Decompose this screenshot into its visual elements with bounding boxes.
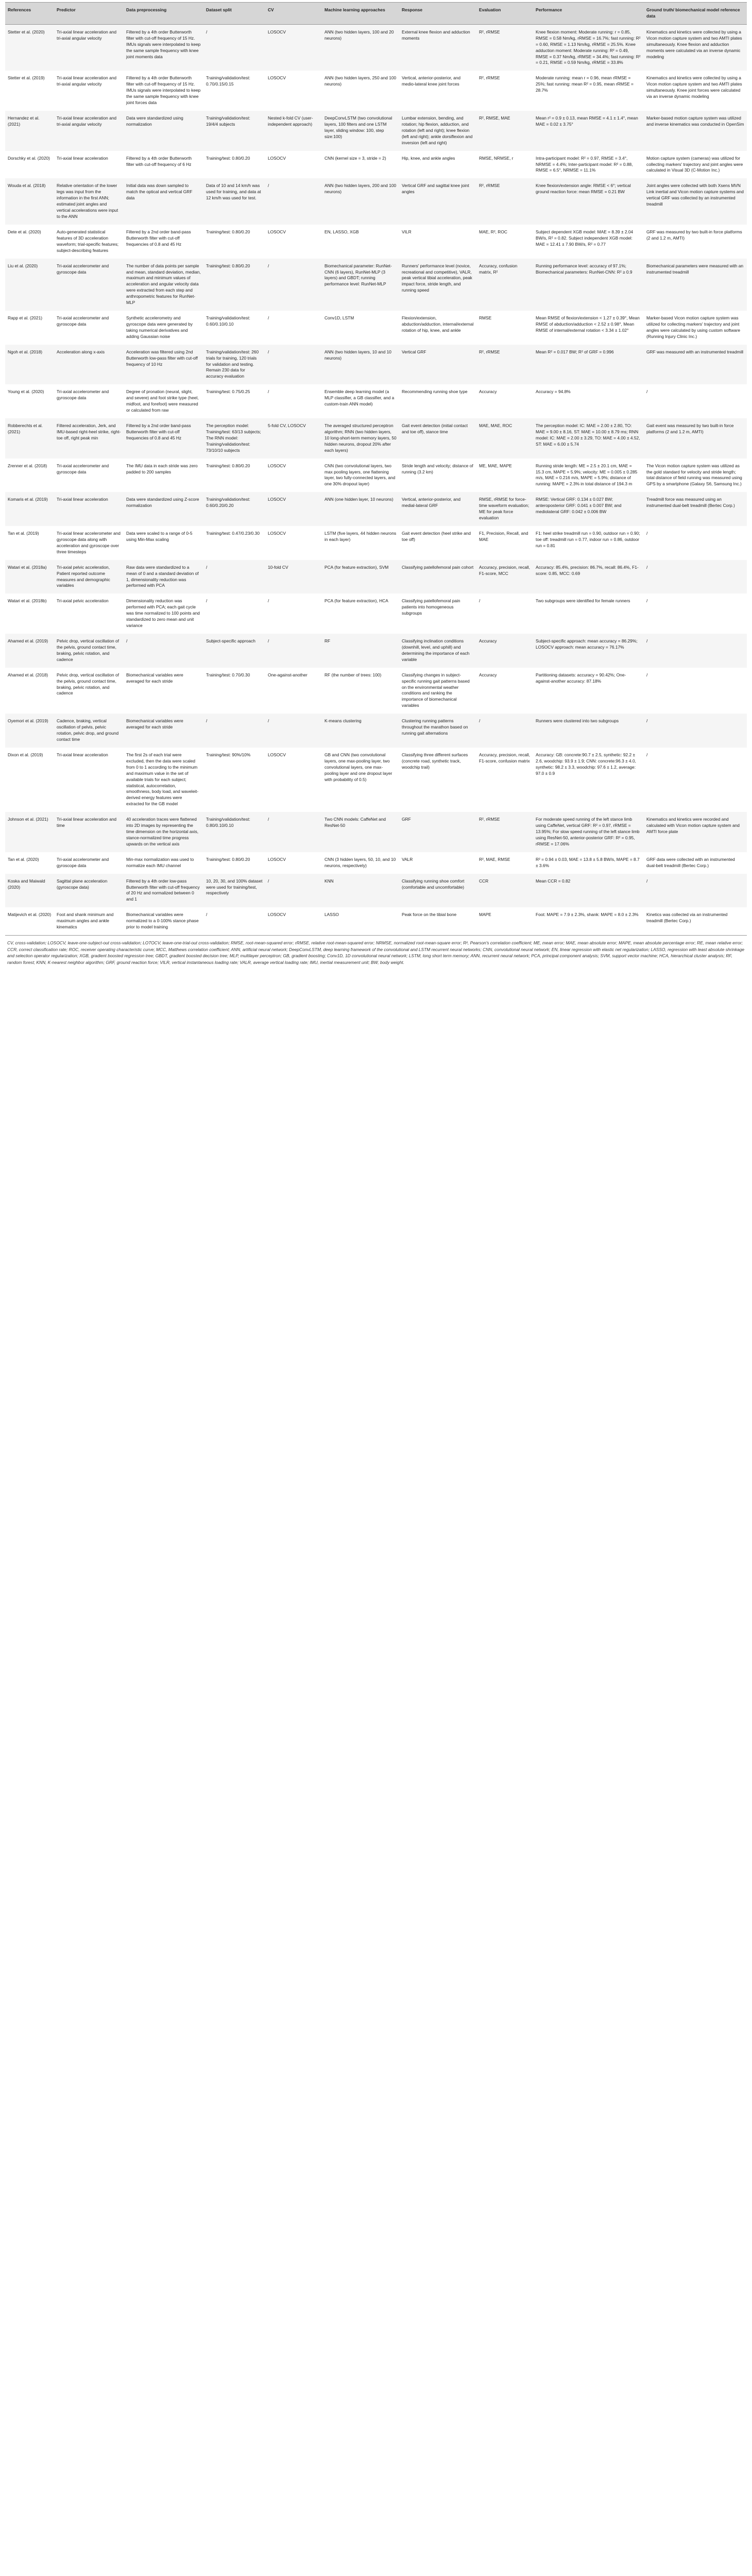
cell-data-preprocessing: The first 2s of each trial were excluded, then the data were scaled from 0 to 1 according to the minimum and maximum value in the set of available trials for each subject; statistical, autocorrelation, smoothness, body load, and waveleit-derived energy features were extracted for the GB model <box>124 748 203 812</box>
cell-performance: Intra-participant model: R² = 0.97, RMSE = 3.4°, NRMSE = 4.4%; Inter-participant model: R² = 0.88, RMSE = 6.5°, NRMSE = 11.1% <box>533 151 644 179</box>
table-row <box>5 384 747 418</box>
cell-response: VILR <box>399 225 476 259</box>
table-row <box>5 634 747 668</box>
cell-performance: Knee flexion/extension angle: RMSE < 6°; vertical ground reaction force: mean RMSE = 0.21 BW <box>533 178 644 225</box>
cell-response: Gait event detection (heel strike and toe off) <box>399 526 476 560</box>
cell-response: Classifying changes in subject-specific running gait patterns based on the environmental weather conditions and ranking the importance of biomechanical variables <box>399 668 476 714</box>
cell-performance: Mean CCR = 0.82 <box>533 874 644 908</box>
cell-ml-approaches: GB and CNN (two convolutional layers, one max-pooling layer, two convolutional layers, one max-pooling layer and one dropout layer with probability of 0.5) <box>322 748 399 812</box>
cell-ml-approaches: LSTM (five layers, 44 hidden neurons in each layer) <box>322 526 399 560</box>
col-header-dataset-split: Dataset split <box>203 3 265 25</box>
cell-evaluation: R², rRMSE <box>476 24 533 71</box>
cell-evaluation: Accuracy <box>476 668 533 714</box>
cell-ground-truth: Kinematics and kinetics were collected by using a Vicon motion capture system and two AMTI plates simultaneously. Knee joint forces were calculated via an inverse dynamic modeling <box>644 71 747 111</box>
cell-ground-truth: Gait event was measured by two built-in force platforms (2 and 1.2 m, AMTI) <box>644 418 747 459</box>
cell-performance: The perception model: IC: MAE = 2.00 ± 2.80, TO: MAE = 9.00 ± 8.16, ST: MAE = 10.00 ± 8.79 ms; RNN model: IC: MAE = 2.00 ± 3.29, TO: MAE = 4.00 ± 4.52, ST: MAE = 6.00 ± 5.74 <box>533 418 644 459</box>
cell-predictor: Cadence, braking, vertical oscillation of pelvis, pelvic rotation, pelvic drop, and ground contact time <box>54 714 124 748</box>
cell-references: Tan et al. (2020) <box>5 852 54 874</box>
cell-evaluation: R², rRMSE <box>476 178 533 225</box>
cell-references: Oyemori et al. (2019) <box>5 714 54 748</box>
cell-performance: Partitioning datasets: accuracy = 90.42%; One-against-another accuracy: 87.18% <box>533 668 644 714</box>
cell-dataset-split: / <box>203 24 265 71</box>
cell-dataset-split: Training/validation/test: 0.70/0.15/0.15 <box>203 71 265 111</box>
cell-dataset-split: Training/test: 0.80/0.20 <box>203 459 265 493</box>
cell-predictor: Foot and shank minimum and maximum angles and ankle kinematics <box>54 907 124 935</box>
cell-references: Dixon et al. (2019) <box>5 748 54 812</box>
cell-evaluation: CCR <box>476 874 533 908</box>
table-row <box>5 526 747 560</box>
cell-evaluation: RMSE <box>476 311 533 345</box>
cell-ground-truth: GRF was measured by two built-in force platforms (2 and 1.2 m, AMTI) <box>644 225 747 259</box>
cell-ground-truth: GRF data were collected with an instrumented dual-belt treadmill (Bertec Corp.) <box>644 852 747 874</box>
cell-data-preprocessing: The number of data points per sample and mean, standard deviation, median, maximum and minimum values of acceleration and angular velocity data were extracted from each step and anthropometric features for RunNet-MLP <box>124 259 203 311</box>
cell-cv: LOSOCV <box>265 151 322 179</box>
cell-data-preprocessing: The IMU data in each stride was zero padded to 200 samples <box>124 459 203 493</box>
col-header-ml-approaches: Machine learning approaches <box>322 3 399 25</box>
cell-performance: F1: heel strike treadmill run = 0.90, outdoor run = 0.90; toe off: treadmill run = 0.77, indoor run = 0.86, outdoor run = 0.81 <box>533 526 644 560</box>
cell-ml-approaches: The averaged structured perceptron algorithm; RNN (two hidden layers, 10 long-short-term memory layers, 50 hidden neurons, dropout 20% after each layers) <box>322 418 399 459</box>
cell-response: Vertical, anterior-posterior, and medio-lateral knee joint forces <box>399 71 476 111</box>
cell-references: Liu et al. (2020) <box>5 259 54 311</box>
table-footnote: CV, cross-validation; LOSOCV, leave-one-subject-out cross-validation; LOTOCV, leave-one-trial-out cross-validation; RMSE, root-mean-squared error; rRMSE, relative root-mean-squared error; NRMSE, normalized root-mean-square error; R², Pearson's correlation coefficient; ME, mean error; MAE, mean absolute error; MAPE, mean absolute percentage error; RE, mean relative error; CCR, correct classification rate; ROC, receiver operating characteristic curve; MCC, Matthews correlation coefficient; ANN, artificial neural network; DeepConvLSTM, deep learning framework of the convolutional and LSTM recurrent neural networks; CNN, convolutional neural network; EN, linear regression with elastic net regularization; LASSO, regression with least absolute shrinkage and selection operator regularization; XGB, gradient boosted regression tree; GBDT, gradient boosted decision tree; MLP, multilayer perceptron; GB, gradient boosting; Conv1D, 1D convolutional neural network; LSTM, long short term memory; ANN, recurrent neural network; PCA, principal component analysis; SVM, support vector machine; HCA, hierarchical cluster analysis; RF, random forest; KNN, K-nearest neighbor algorithm; GRF, ground reaction force; VILR, vertical instantaneous loading rate; VALR, average vertical loading rate; IMU, inertial measurement unit; BW, body weight. <box>7 940 745 965</box>
cell-data-preprocessing: Filtered by a 4th order Butterworth filter with cut-off frequency of 15 Hz. IMUs signals were interpolated to keep the same sample frequency with knee joint forces data <box>124 71 203 111</box>
cell-references: Watari et al. (2018a) <box>5 560 54 594</box>
cell-cv: Nested k-fold CV (user-independent approach) <box>265 111 322 151</box>
cell-references: Robberechts et al. (2021) <box>5 418 54 459</box>
cell-response: Classifying patellofemoral pain cohort <box>399 560 476 594</box>
cell-dataset-split: Training/validation/test: 19/4/4 subjects <box>203 111 265 151</box>
cell-predictor: Tri-axial linear acceleration and time <box>54 812 124 852</box>
cell-response: Classifying running shoe comfort (comfortable and uncomfortable) <box>399 874 476 908</box>
cell-ml-approaches: Ensemble deep learning model (a MLP classifier, a GB classifier, and a custom-train ANN model) <box>322 384 399 418</box>
cell-predictor: Auto-generated statistical features of 3D acceleration waveform; trial-specific features; subject-describing features <box>54 225 124 259</box>
cell-predictor: Pelvic drop, vertical oscillation of the pelvis, ground contact time, braking, pelvic rotation, and cadence <box>54 634 124 668</box>
cell-predictor: Tri-axial linear acceleration and tri-axial angular velocity <box>54 111 124 151</box>
cell-performance: RMSE: Vertical GRF: 0.134 ± 0.027 BW; anteroposterior GRF: 0.041 ± 0.007 BW; and mediolateral GRF: 0.042 ± 0.006 BW <box>533 492 644 526</box>
table-row <box>5 492 747 526</box>
cell-dataset-split: The perception model: Training/test: 63/13 subjects; The RNN model: Training/validation/test: 73/10/10 subjects <box>203 418 265 459</box>
cell-performance: Runners were clustered into two subgroups <box>533 714 644 748</box>
cell-evaluation: MAE, MAE, ROC <box>476 418 533 459</box>
cell-ground-truth: Kinetics was collected via an instrumented treadmill (Bertec Corp.) <box>644 907 747 935</box>
cell-evaluation: MAE, R², ROC <box>476 225 533 259</box>
cell-ml-approaches: EN, LASSO, XGB <box>322 225 399 259</box>
cell-data-preprocessing: Biomechanical variables were normalized to a 0-100% stance phase prior to model training <box>124 907 203 935</box>
cell-ml-approaches: RF (the number of trees: 100) <box>322 668 399 714</box>
cell-references: Hernandez et al. (2021) <box>5 111 54 151</box>
cell-data-preprocessing: Filtered by a 4th order Butterworth filter with cut-off frequency of 15 Hz. IMUs signals were interpolated to keep the same sample frequency with knee joint moments data <box>124 24 203 71</box>
cell-cv: LOSOCV <box>265 71 322 111</box>
table-row <box>5 748 747 812</box>
cell-predictor: Tri-axial linear accelerometer and gyroscope data along with acceleration and gyroscope over three timesteps <box>54 526 124 560</box>
header-row <box>5 3 747 25</box>
cell-references: Ahamed et al. (2018) <box>5 668 54 714</box>
cell-ground-truth: Treadmill force was measured using an instrumented dual-belt treadmill (Bertec Corp.) <box>644 492 747 526</box>
cell-references: Dete et al. (2020) <box>5 225 54 259</box>
cell-data-preprocessing: Filtered by a 4th order low-pass Butterworth filter with cut-off frequency of 20 Hz and normalized between 0 and 1 <box>124 874 203 908</box>
cell-ml-approaches: LASSO <box>322 907 399 935</box>
cell-performance: Accuracy: GB: concrete:90.7 ± 2.5, synthetic: 92.2 ± 2.6, woodchip: 93.9 ± 1.9; CNN: concrete:96.3 ± 4.0, synthetic: 98.2 ± 3.3, woodchip: 97.6 ± 1.2, average: 97.0 ± 0.9 <box>533 748 644 812</box>
ml-running-studies-table <box>5 2 747 936</box>
cell-dataset-split: Training/test: 0.80/0.20 <box>203 225 265 259</box>
table-row <box>5 852 747 874</box>
cell-ground-truth: The Vicon motion capture system was utilized as the gold standard for velocity and stride length; total distance of field running was measured using GPS by a smartphone (Galaxy S6, Samsung Inc.) <box>644 459 747 493</box>
table-row <box>5 907 747 935</box>
cell-predictor: Sagittal plane acceleration (gyroscope data) <box>54 874 124 908</box>
cell-response: Gait event detection (initial contact and toe off), stance time <box>399 418 476 459</box>
cell-ground-truth: / <box>644 714 747 748</box>
cell-cv: One-against-another <box>265 668 322 714</box>
cell-data-preprocessing: Biomechanical variables were averaged for each stride <box>124 714 203 748</box>
cell-evaluation: RMSE, rRMSE for force-time waveform evaluation; ME for peak force evaluation <box>476 492 533 526</box>
table-row <box>5 459 747 493</box>
cell-response: Classifying inclination conditions (downhill, level, and uphill) and determining the importance of each variable <box>399 634 476 668</box>
col-header-predictor: Predictor <box>54 3 124 25</box>
cell-predictor: Relative orientation of the lower legs was input from the information in the first ANN; estimated joint angles and vertical accelerations were input to the ANN <box>54 178 124 225</box>
cell-predictor: Acceleration along x-axis <box>54 345 124 385</box>
cell-response: Vertical, anterior-posterior, and medial-lateral GRF <box>399 492 476 526</box>
cell-performance: R² = 0.94 ± 0.03, MAE = 13.8 ± 5.8 BW/s, MAPE = 8.7 ± 3.6% <box>533 852 644 874</box>
cell-data-preprocessing: 40 acceleration traces were flattened into 2D images by representing the time dimension on the horizontal axis, stance-normalized time progress upwards on the vertical axis <box>124 812 203 852</box>
cell-predictor: Pelvic drop, vertical oscillation of the pelvis, ground contact time, braking, pelvic rotation, and cadence <box>54 668 124 714</box>
cell-cv: LOSOCV <box>265 492 322 526</box>
cell-evaluation: ME, MAE, MAPE <box>476 459 533 493</box>
cell-ml-approaches: ANN (two hidden layers, 100 and 20 neurons) <box>322 24 399 71</box>
col-header-references: References <box>5 3 54 25</box>
table-row <box>5 24 747 71</box>
col-header-ground-truth: Ground truth/ biomechanical model reference data <box>644 3 747 25</box>
cell-dataset-split: Training/test: 90%/10% <box>203 748 265 812</box>
table-row <box>5 594 747 634</box>
table-row <box>5 311 747 345</box>
cell-data-preprocessing: Filtered by a 4th order Butterworth filter with cut-off frequency of 6 Hz <box>124 151 203 179</box>
cell-performance: For moderate speed running of the left stance limb using CaffeNet, vertical GRF: R² = 0.97, rRMSE = 13.95%; For slow speed running of the left stance limb using ResNet-50, anterior-posterior GRF: R² = 0.95, rRMSE = 17.06% <box>533 812 644 852</box>
cell-evaluation: Accuracy <box>476 384 533 418</box>
cell-dataset-split: Training/test: 0.80/0.20 <box>203 852 265 874</box>
cell-cv: LOSOCV <box>265 907 322 935</box>
cell-ground-truth: / <box>644 874 747 908</box>
cell-data-preprocessing: Synthetic accelerometry and gyroscope data were generated by taking numerical derivatives and adding Gaussian noise <box>124 311 203 345</box>
cell-ground-truth: / <box>644 594 747 634</box>
cell-predictor: Tri-axial linear acceleration <box>54 151 124 179</box>
cell-dataset-split: Training/validation/test: 0.80/0.10/0.10 <box>203 812 265 852</box>
cell-references: Young et al. (2020) <box>5 384 54 418</box>
cell-response: VALR <box>399 852 476 874</box>
cell-dataset-split: / <box>203 714 265 748</box>
table-row <box>5 418 747 459</box>
table-row <box>5 178 747 225</box>
cell-response: Classifying patellofemoral pain patients into homogeneous subgroups <box>399 594 476 634</box>
cell-performance: Moderate running: mean r = 0.96, mean rRMSE = 25%; fast running: mean R² = 0.95, mean rRMSE = 28.7% <box>533 71 644 111</box>
cell-references: Watari et al. (2018b) <box>5 594 54 634</box>
cell-cv: LOSOCV <box>265 852 322 874</box>
cell-response: External knee flexion and adduction moments <box>399 24 476 71</box>
cell-performance: Running stride length: ME = 2.5 ± 20.1 cm, MAE = 15.3 cm, MAPE = 5.9%; velocity: ME = 0.005 ± 0.285 m/s, MAE = 0.216 m/s, MAPE = 5.9%; distance of running: MAPE = 2.3% in total distance of 194.3 m <box>533 459 644 493</box>
cell-references: Stetter et al. (2020) <box>5 24 54 71</box>
cell-dataset-split: Training/test: 0.47/0.23/0.30 <box>203 526 265 560</box>
cell-response: GRF <box>399 812 476 852</box>
cell-ml-approaches: CNN (kernel size = 3, stride = 2) <box>322 151 399 179</box>
cell-evaluation: R², rRMSE <box>476 812 533 852</box>
cell-ground-truth: Biomechanical parameters were measured with an instrumented treadmill <box>644 259 747 311</box>
cell-data-preprocessing: Initial data was down sampled to match the optical and vertical GRF data <box>124 178 203 225</box>
cell-references: Ngoh et al. (2018) <box>5 345 54 385</box>
cell-cv: / <box>265 594 322 634</box>
cell-ml-approaches: RF <box>322 634 399 668</box>
cell-evaluation: R², MAE, RMSE <box>476 852 533 874</box>
cell-evaluation: F1, Precision, Recall, and MAE <box>476 526 533 560</box>
cell-ml-approaches: ANN (two hidden layers, 10 and 10 neurons) <box>322 345 399 385</box>
cell-dataset-split: Training/test: 0.70/0.30 <box>203 668 265 714</box>
cell-ml-approaches: KNN <box>322 874 399 908</box>
cell-cv: LOSOCV <box>265 225 322 259</box>
cell-performance: Foot: MAPE = 7.9 ± 2.3%, shank: MAPE = 8.0 ± 2.3% <box>533 907 644 935</box>
table-page <box>5 0 747 972</box>
cell-performance: Mean RMSE of flexion/extension < 1.27 ± 0.39°, Mean RMSE of abduction/adduction < 2.52 ± 0.98°, Mean RMSE of internal/external rotation < 3.34 ± 1.02° <box>533 311 644 345</box>
cell-evaluation: Accuracy, confusion matrix, R² <box>476 259 533 311</box>
cell-ground-truth: / <box>644 668 747 714</box>
cell-response: Runners' performance level (novice, recreational and competitive), VALR, peak vertical tibial acceleration, peak impact force, stride length, and running speed <box>399 259 476 311</box>
cell-predictor: Tri-axial linear acceleration <box>54 492 124 526</box>
cell-evaluation: / <box>476 714 533 748</box>
cell-dataset-split: / <box>203 594 265 634</box>
cell-cv: / <box>265 874 322 908</box>
cell-response: Vertical GRF <box>399 345 476 385</box>
cell-ml-approaches: Two CNN models: CaffeNet and ResNet-50 <box>322 812 399 852</box>
cell-evaluation: R², rRMSE <box>476 71 533 111</box>
table-body <box>5 24 747 935</box>
cell-dataset-split: / <box>203 560 265 594</box>
cell-references: Koska and Maiwald (2020) <box>5 874 54 908</box>
cell-cv: LOSOCV <box>265 24 322 71</box>
cell-cv: / <box>265 259 322 311</box>
cell-data-preprocessing: Filtered by a 2nd order band-pass Butterworth filter with cut-off frequencies of 0.8 and 45 Hz <box>124 225 203 259</box>
cell-references: Matijevich et al. (2020) <box>5 907 54 935</box>
cell-dataset-split: Training/validation/test: 260 trials for training, 120 trials for validation and testing. Remain 230 data for accuracy evaluation <box>203 345 265 385</box>
col-header-response: Response <box>399 3 476 25</box>
cell-response: Clustering running patterns throughout the marathon based on running gait alternations <box>399 714 476 748</box>
table-row <box>5 812 747 852</box>
cell-cv: / <box>265 345 322 385</box>
cell-data-preprocessing: Data were scaled to a range of 0-5 using Min-Max scaling <box>124 526 203 560</box>
table-row <box>5 560 747 594</box>
cell-ml-approaches: Conv1D, LSTM <box>322 311 399 345</box>
col-header-evaluation: Evaluation <box>476 3 533 25</box>
cell-references: Wouda et al. (2018) <box>5 178 54 225</box>
cell-ground-truth: GRF was measured with an instrumented treadmill <box>644 345 747 385</box>
cell-ml-approaches: ANN (two hidden layers, 200 and 100 neurons) <box>322 178 399 225</box>
cell-data-preprocessing: / <box>124 634 203 668</box>
col-header-cv: CV <box>265 3 322 25</box>
cell-predictor: Tri-axial pelvic acceleration <box>54 594 124 634</box>
cell-predictor: Tri-axial accelerometer and gyroscope data <box>54 311 124 345</box>
table-row <box>5 151 747 179</box>
cell-cv: LOSOCV <box>265 459 322 493</box>
cell-data-preprocessing: Acceleration was filtered using 2nd Butterworth low-pass filter with cut-off frequency of 10 Hz <box>124 345 203 385</box>
cell-predictor: Tri-axial linear acceleration and tri-axial angular velocity <box>54 24 124 71</box>
cell-ml-approaches: K-means clustering <box>322 714 399 748</box>
cell-data-preprocessing: Dimensionality reduction was performed with PCA; each gait cycle was time normalized to 100 points and standardized to zero mean and unit variance <box>124 594 203 634</box>
cell-cv: LOSOCV <box>265 748 322 812</box>
cell-evaluation: R², RMSE, MAE <box>476 111 533 151</box>
cell-cv: 10-fold CV <box>265 560 322 594</box>
cell-ground-truth: Joint angles were collected with both Xsens MVN Link inertial and Vicon motion capture systems and vertical GRF was collected by an instrumented treadmill <box>644 178 747 225</box>
cell-performance: Mean r² = 0.9 ± 0.13, mean RMSE = 4.1 ± 1.4°, mean MAE = 0.02 ± 3.75° <box>533 111 644 151</box>
cell-predictor: Tri-axial pelvic acceleration, Patient reported outcome measures and demographic variables <box>54 560 124 594</box>
cell-performance: Knee flexion moment: Moderate running: r = 0.85, RMSE = 0.58 Nm/kg, rRMSE = 16.7%; fast running: R² = 0.60, RMSE = 1.13 Nm/kg, rRMSE = 25.5%. Knee adduction moment: Moderate running: R² = 0.49, RMSE = 0.37 Nm/kg, rRMSE = 34.4%; fast running: R² = 0.21, RMSE = 0.59 Nm/kg, rRMSE = 33.8% <box>533 24 644 71</box>
table-row <box>5 345 747 385</box>
cell-performance: Two subgroups were identified for female runners <box>533 594 644 634</box>
cell-ml-approaches: ANN (one hidden layer, 10 neurons) <box>322 492 399 526</box>
cell-dataset-split: Data of 10 and 14 km/h was used for training, and data at 12 km/h was used for test. <box>203 178 265 225</box>
cell-ml-approaches: Biomechanical parameter: RunNet-CNN (6 layers), RunNet-MLP (3 layers) and GBDT; running performance level: RunNet-MLP <box>322 259 399 311</box>
cell-predictor: Tri-axial linear acceleration <box>54 748 124 812</box>
cell-data-preprocessing: Biomechanical variables were averaged for each stride <box>124 668 203 714</box>
cell-predictor: Tri-axial accelerometer and gyroscope data <box>54 384 124 418</box>
cell-dataset-split: Training/test: 0.75/0.25 <box>203 384 265 418</box>
cell-data-preprocessing: Filtered by a 2nd order band-pass Butterworth filter with cut-off frequencies of 0.8 and 45 Hz <box>124 418 203 459</box>
cell-ground-truth: / <box>644 748 747 812</box>
cell-performance: Accuracy = 94.8% <box>533 384 644 418</box>
cell-ground-truth: Motion capture system (cameras) was utilized for collecting markers' trajectory and joint angles were calculated in Visual 3D (C-Motion Inc.) <box>644 151 747 179</box>
cell-predictor: Filtered acceleration, Jerk, and IMU-based right-heel strike, right-toe off, right peak min <box>54 418 124 459</box>
cell-data-preprocessing: Data were standardized using normalization <box>124 111 203 151</box>
cell-performance: Mean R² = 0.017 BW; R² of GRF = 0.996 <box>533 345 644 385</box>
cell-evaluation: Accuracy <box>476 634 533 668</box>
cell-performance: Running performance level: accuracy of 97.1%; Biomechanical parameters: RunNet-CNN: R² ≥ 0.9 <box>533 259 644 311</box>
cell-references: Zrenner et al. (2018) <box>5 459 54 493</box>
cell-data-preprocessing: Min-max normalization was used to normalize each IMU channel <box>124 852 203 874</box>
cell-references: Komaris et al. (2019) <box>5 492 54 526</box>
cell-ml-approaches: ANN (two hidden layers, 250 and 100 neurons) <box>322 71 399 111</box>
cell-references: Tan et al. (2019) <box>5 526 54 560</box>
cell-cv: / <box>265 178 322 225</box>
cell-ml-approaches: PCA (for feature extraction), HCA <box>322 594 399 634</box>
cell-references: Stetter et al. (2019) <box>5 71 54 111</box>
cell-references: Rapp et al. (2021) <box>5 311 54 345</box>
cell-performance: Accuracy: 85.4%, precision: 86.7%, recall: 86.4%, F1-score: 0.85, MCC: 0.69 <box>533 560 644 594</box>
cell-ml-approaches: CNN (two convolutional layers, two max pooling layers, one flattening layer, two fully-connected layers, and one 30% dropout layer) <box>322 459 399 493</box>
cell-cv: / <box>265 311 322 345</box>
cell-cv: LOSOCV <box>265 526 322 560</box>
table-row <box>5 668 747 714</box>
cell-predictor: Tri-axial accelerometer and gyroscope data <box>54 852 124 874</box>
cell-evaluation: MAPE <box>476 907 533 935</box>
cell-data-preprocessing: Raw data were standardized to a mean of 0 and a standard deviation of 1, dimensionality reduction was performed with PCA <box>124 560 203 594</box>
cell-response: Recommending running shoe type <box>399 384 476 418</box>
cell-ground-truth: Kinematics and kinetics were collected by using a Vicon motion capture system and two AMTI plates simultaneously. Knee flexion and adduction moments were calculated via an inverse dynamic modeling <box>644 24 747 71</box>
cell-response: Lumbar extension, bending, and rotation; hip flexion, adduction, and rotation (left and right); knee flexion (left and right); ankle dorsiflexion and inversion (left and right) <box>399 111 476 151</box>
cell-data-preprocessing: Data were standardized using Z-score normalization <box>124 492 203 526</box>
cell-performance: Subject dependent XGB model: MAE = 8.39 ± 2.04 BW/s, R² = 0.82. Subject independent XGB model: MAE = 12.41 ± 7.90 BW/s, R² = 0.77 <box>533 225 644 259</box>
cell-ground-truth: Marker-based Vicon motion capture system was utilized for collecting markers' trajectory and joint angles were calculated by using custom software (Running Injury Clinic Inc.) <box>644 311 747 345</box>
cell-predictor: Tri-axial accelerometer and gyroscope data <box>54 459 124 493</box>
table-row <box>5 259 747 311</box>
cell-dataset-split: Training/validation/test: 0.60/0.20/0.20 <box>203 492 265 526</box>
cell-cv: / <box>265 384 322 418</box>
cell-ground-truth: Marker-based motion capture system was utilized and inverse kinematics was conducted in OpenSim <box>644 111 747 151</box>
cell-data-preprocessing: Degree of pronation (neural, slight, and severe) and foot strike type (heel, midfoot, and forefoot) were measured or calculated from raw <box>124 384 203 418</box>
cell-dataset-split: Training/test: 0.80/0.20 <box>203 259 265 311</box>
col-header-performance: Performance <box>533 3 644 25</box>
cell-dataset-split: Training/test: 0.80/0.20 <box>203 151 265 179</box>
cell-performance: Subject-specific approach: mean accuracy = 86.29%; LOSOCV approach: mean accuracy = 76.17% <box>533 634 644 668</box>
cell-dataset-split: Subject-specific approach <box>203 634 265 668</box>
cell-predictor: Tri-axial linear acceleration and tri-axial angular velocity <box>54 71 124 111</box>
cell-response: Stride length and velocity; distance of running (3.2 km) <box>399 459 476 493</box>
cell-cv: / <box>265 714 322 748</box>
cell-response: Classifying three different surfaces (concrete road, synthetic track, woodchip trail) <box>399 748 476 812</box>
cell-cv: 5-fold CV, LOSOCV <box>265 418 322 459</box>
table-row <box>5 111 747 151</box>
table-row <box>5 71 747 111</box>
cell-ground-truth: Kinematics and kinetics were recorded and calculated with Vicon motion capture system and AMTI force plate <box>644 812 747 852</box>
cell-dataset-split: Training/validation/test: 0.60/0.10/0.10 <box>203 311 265 345</box>
cell-references: Ahamed et al. (2019) <box>5 634 54 668</box>
cell-references: Johnson et al. (2021) <box>5 812 54 852</box>
cell-ml-approaches: DeepConvLSTM (two convolutional layers, 100 filters and one LSTM layer, sliding window: 100, step size:100) <box>322 111 399 151</box>
table-row <box>5 874 747 908</box>
cell-response: Vertical GRF and sagittal knee joint angles <box>399 178 476 225</box>
col-header-data-preprocessing: Data preprocessing <box>124 3 203 25</box>
cell-ml-approaches: PCA (for feature extraction), SVM <box>322 560 399 594</box>
cell-ground-truth: / <box>644 384 747 418</box>
cell-dataset-split: 10, 20, 30, and 100% dataset were used for training/test, respectively <box>203 874 265 908</box>
cell-evaluation: R², rRMSE <box>476 345 533 385</box>
cell-evaluation: Accuracy, precision, recall, F1-score, MCC <box>476 560 533 594</box>
cell-response: Peak force on the tibial bone <box>399 907 476 935</box>
cell-response: Hip, knee, and ankle angles <box>399 151 476 179</box>
cell-evaluation: RMSE, NRMSE, r <box>476 151 533 179</box>
cell-evaluation: Accuracy, precision, recall, F1-score, confusion matrix <box>476 748 533 812</box>
cell-ground-truth: / <box>644 526 747 560</box>
cell-evaluation: / <box>476 594 533 634</box>
cell-ground-truth: / <box>644 634 747 668</box>
cell-response: Flexion/extension, abduction/adduction, internal/external rotation of hip, knee, and ankle <box>399 311 476 345</box>
cell-cv: / <box>265 634 322 668</box>
cell-ground-truth: / <box>644 560 747 594</box>
cell-references: Dorschky et al. (2020) <box>5 151 54 179</box>
cell-cv: / <box>265 812 322 852</box>
cell-dataset-split: / <box>203 907 265 935</box>
table-row <box>5 225 747 259</box>
table-row <box>5 714 747 748</box>
cell-predictor: Tri-axial accelerometer and gyroscope data <box>54 259 124 311</box>
cell-ml-approaches: CNN (3 hidden layers, 50, 10, and 10 neurons, respectively) <box>322 852 399 874</box>
